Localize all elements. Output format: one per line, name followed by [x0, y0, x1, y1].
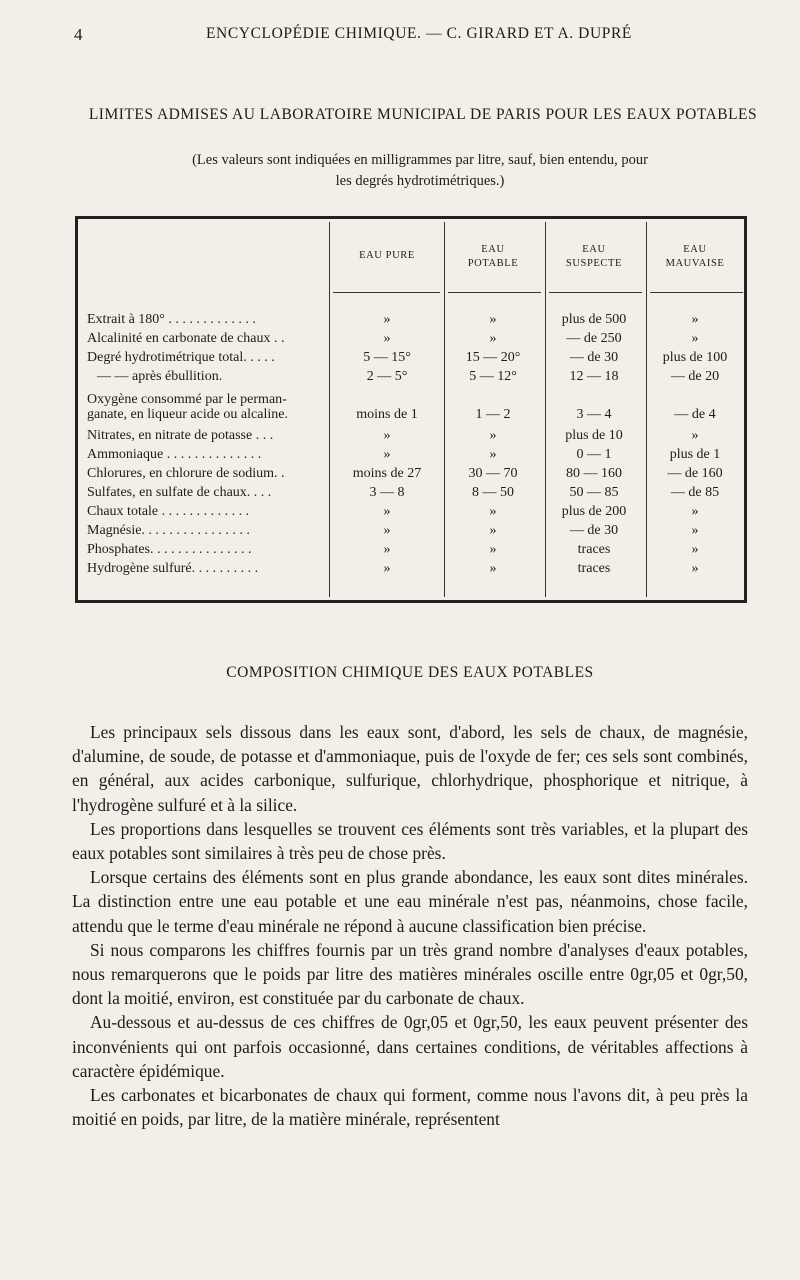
table-cell: » — [489, 447, 497, 462]
row-label: ganate, en liqueur acide ou alcaline. — [87, 407, 288, 422]
table-cell: traces — [577, 561, 611, 576]
limits-table — [75, 216, 747, 603]
table-cell: » — [691, 504, 699, 519]
header-rule — [549, 292, 642, 293]
table-cell: plus de 200 — [561, 504, 627, 519]
table-cell: » — [383, 447, 391, 462]
table-cell: » — [489, 561, 497, 576]
paragraph: Les proportions dans lesquelles se trouvent ces éléments sont très variables, et la plupart des eaux potables sont similaires à très peu de chose près. — [72, 818, 748, 864]
row-label: Sulfates, en sulfate de chaux. . . . — [87, 485, 272, 500]
row-label: Ammoniaque . . . . . . . . . . . . . . — [87, 447, 262, 462]
header-rule — [448, 292, 541, 293]
table-cell: 15 — 20° — [465, 350, 521, 365]
table-cell: » — [691, 331, 699, 346]
row-label: Phosphates. . . . . . . . . . . . . . . — [87, 542, 252, 557]
table-cell: 30 — 70 — [468, 466, 518, 481]
paragraph: Si nous comparons les chiffres fournis par un très grand nombre d'analyses d'eaux potables, nous remarquerons que le poids par litre des matières minérales oscille entre 0gr,05 et 0gr,50, dont la moitié, environ, est constituée par du carbonate de chaux. — [72, 939, 748, 1009]
page-number: 4 — [74, 25, 83, 44]
column-header-line: MAUVAISE — [665, 258, 725, 269]
row-label: Magnésie. . . . . . . . . . . . . . . . — [87, 523, 250, 538]
table-cell: » — [691, 312, 699, 327]
table-cell: 0 — 1 — [576, 447, 612, 462]
table-cell: » — [489, 523, 497, 538]
table-cell: plus de 10 — [565, 428, 623, 443]
table-cell: » — [489, 428, 497, 443]
table-cell: — de 30 — [569, 350, 619, 365]
section-title: COMPOSITION CHIMIQUE DES EAUX POTABLES — [226, 664, 594, 681]
table-cell: — de 85 — [670, 485, 720, 500]
column-header — [331, 249, 443, 263]
row-label: — — après ébullition. — [97, 369, 223, 384]
column-header-line: EAU — [582, 244, 606, 255]
table-cell: » — [383, 542, 391, 557]
table-cell: 1 — 2 — [475, 407, 511, 422]
table-note-line-1: (Les valeurs sont indiquées en milligrammes par litre, sauf, bien entendu, pour — [192, 152, 648, 168]
page-header — [74, 25, 764, 47]
table-note — [90, 150, 750, 192]
column-header-line: EAU — [683, 244, 707, 255]
row-label: Nitrates, en nitrate de potasse . . . — [87, 428, 274, 443]
table-cell: » — [691, 523, 699, 538]
table-cell: — de 160 — [667, 466, 723, 481]
table-cell: — de 30 — [569, 523, 619, 538]
column-header-line: POTABLE — [467, 258, 519, 269]
table-cell: traces — [577, 542, 611, 557]
row-label: Hydrogène sulfuré. . . . . . . . . . — [87, 561, 259, 576]
header-rule — [650, 292, 743, 293]
table-cell: » — [383, 312, 391, 327]
column-header — [545, 243, 643, 271]
paragraph: Lorsque certains des éléments sont en plus grande abondance, les eaux sont dites minérales. La distinction entre une eau potable et une eau minérale n'est pas, néanmoins, chose facile, attendu que le terme d'eau minérale ne répond à aucune classification bien précise. — [72, 867, 748, 936]
table-cell: 12 — 18 — [569, 369, 619, 384]
column-header-line: SUSPECTE — [565, 258, 623, 269]
column-header-line: EAU — [481, 244, 505, 255]
table-cell: moins de 1 — [356, 407, 418, 422]
body-text — [72, 720, 748, 1131]
row-label: Extrait à 180° . . . . . . . . . . . . . — [87, 312, 256, 327]
table-cell: 80 — 160 — [566, 466, 622, 481]
table-cell: 3 — 4 — [576, 407, 612, 422]
header-rule — [333, 292, 440, 293]
table-cell: » — [383, 523, 391, 538]
column-header — [444, 243, 542, 271]
table-cell: » — [489, 542, 497, 557]
row-label: Chaux totale . . . . . . . . . . . . . — [87, 504, 250, 519]
table-title: LIMITES ADMISES AU LABORATOIRE MUNICIPAL DE PARIS POUR LES EAUX POTABLES — [88, 106, 758, 123]
table-cell: moins de 27 — [352, 466, 422, 481]
column-header — [647, 243, 743, 271]
paragraph: Les principaux sels dissous dans les eaux sont, d'abord, les sels de chaux, de magnésie, d'alumine, de soude, de potasse et d'ammoniaque, puis de l'oxyde de fer; ces sels sont combinés, en général, aux acides carbonique, sulfurique, chlorhydrique, phosphorique et nitrique, à l'hydrogène sulfuré et à la silice. — [72, 722, 748, 815]
table-cell: plus de 500 — [561, 312, 627, 327]
table-cell: » — [383, 504, 391, 519]
table-cell: plus de 1 — [669, 447, 721, 462]
table-cell: 5 — 12° — [469, 369, 517, 384]
row-label: Oxygène consommé par le perman- — [87, 392, 287, 407]
table-cell: 5 — 15° — [363, 350, 411, 365]
table-cell: 50 — 85 — [569, 485, 619, 500]
table-cell: — de 4 — [674, 407, 716, 422]
table-cell: » — [489, 504, 497, 519]
table-cell: » — [383, 428, 391, 443]
paragraph: Au-dessous et au-dessus de ces chiffres de 0gr,05 et 0gr,50, les eaux peuvent présenter des inconvénients qui ont parfois occasionné, dans certaines conditions, de véritables affections à caractère épidémique. — [72, 1012, 748, 1081]
table-cell: plus de 100 — [662, 350, 728, 365]
table-cell: » — [489, 331, 497, 346]
row-label: Degré hydrotimétrique total. . . . . — [87, 350, 275, 365]
table-cell: » — [383, 561, 391, 576]
table-cell: » — [691, 561, 699, 576]
table-cell: » — [691, 428, 699, 443]
column-header-line: EAU PURE — [359, 250, 415, 261]
table-cell: » — [691, 542, 699, 557]
running-title: ENCYCLOPÉDIE CHIMIQUE. — C. GIRARD ET A. DUPRÉ — [205, 25, 632, 42]
table-cell: 8 — 50 — [472, 485, 514, 500]
row-label: Alcalinité en carbonate de chaux . . — [87, 331, 285, 346]
table-cell: » — [489, 312, 497, 327]
table-cell: — de 250 — [566, 331, 622, 346]
table-cell: 2 — 5° — [366, 369, 408, 384]
table-cell: » — [383, 331, 391, 346]
row-label: Chlorures, en chlorure de sodium. . — [87, 466, 285, 481]
paragraph: Les carbonates et bicarbonates de chaux qui forment, comme nous l'avons dit, à peu près la moitié en poids, par litre, de la matière minérale, représentent — [72, 1085, 748, 1130]
table-cell: — de 20 — [670, 369, 720, 384]
table-note-line-2: les degrés hydrotimétriques.) — [335, 173, 505, 189]
table-cell: 3 — 8 — [369, 485, 405, 500]
